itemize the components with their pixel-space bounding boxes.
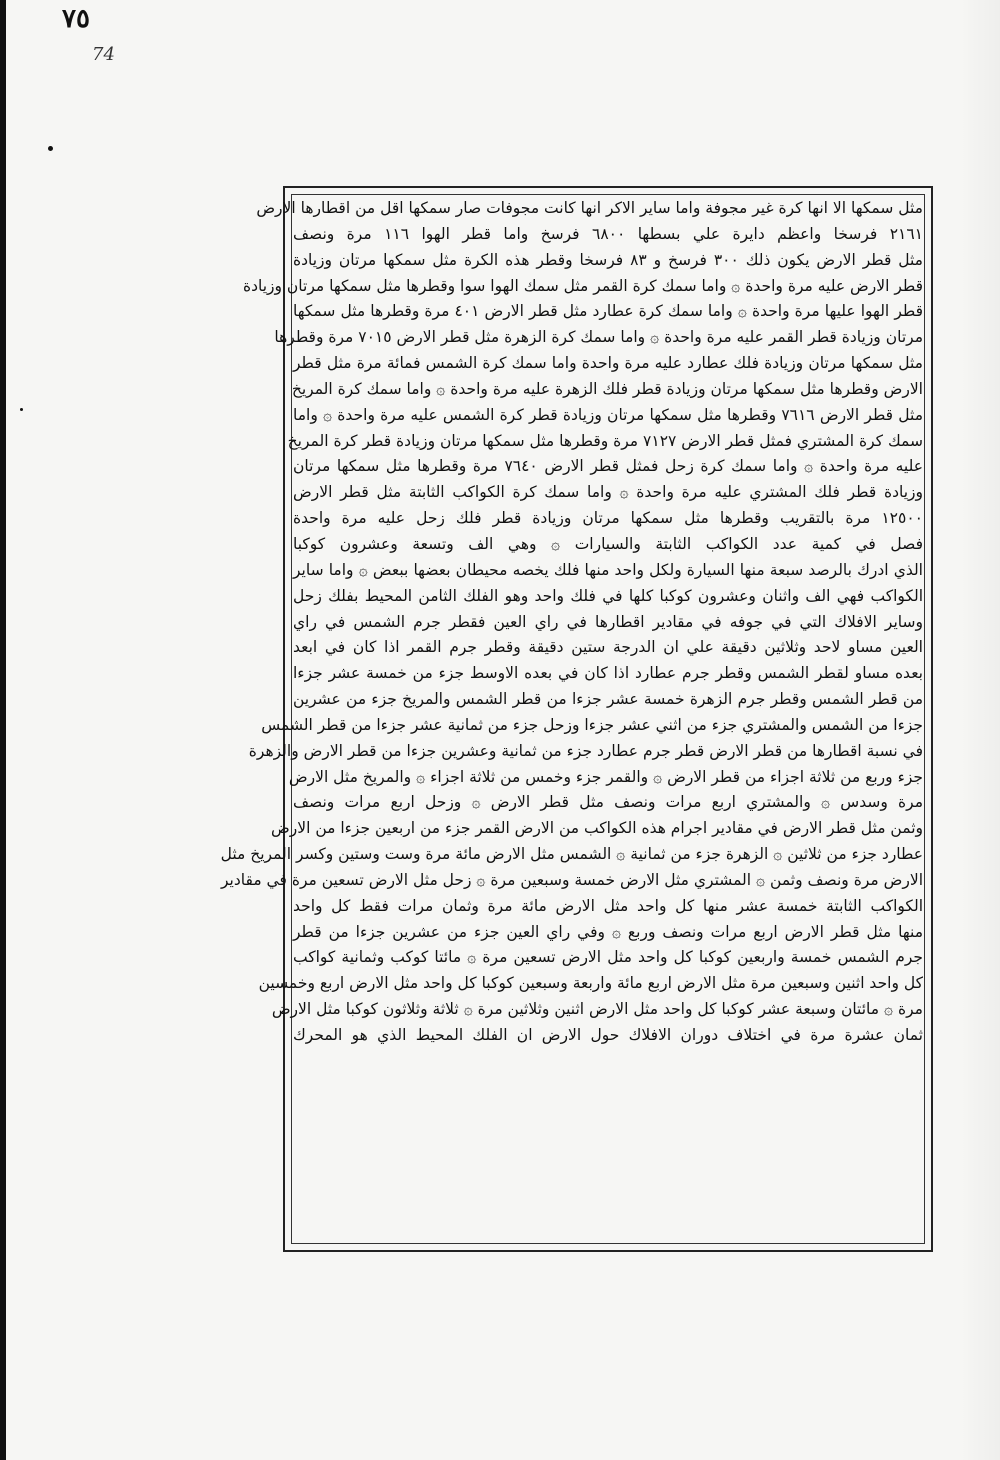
- text-line: جزءا من الشمس والمشتري جزء من اثني عشر جزءا وزحل جزء من ثمانية عشر جزءا من قطر الشمس: [261, 715, 923, 734]
- text-line: ثمان عشرة مرة في اختلاف دوران الافلاك حول الارض ان الفلك المحيط الذي هو المحرك: [293, 1026, 923, 1044]
- text-line: العين مساو لاحد وثلاثين دقيقة علي ان الدرجة ستين دقيقة وقطر جرم القمر اذا كان في ابعد: [293, 638, 923, 657]
- text-line: الكواكب الثابتة خمسة عشر منها كل واحد مثل الارض مائة مرة وثمان مرات فقط كل واحد: [293, 896, 923, 915]
- text-line: بعده مساو لقطر الشمس وقطر جرم عطارد اذا كان في بعده الاوسط جزء من خمسة عشر جزءا: [293, 664, 923, 683]
- page-fold-shadow: [960, 0, 1000, 1460]
- page-number: ٧٥: [62, 4, 90, 34]
- text-line: وثمن مثل قطر الارض في مقادير اجرام هذه الكواكب من الارض القمر جزء من اربعين جزءا من الارض: [271, 819, 923, 838]
- text-line: قطر الهوا عليها مرة واحدة ۞ واما سمك كرة عطارد مثل قطر الارض ٤٠١ مرة وقطرها مثل سمكها: [293, 302, 923, 321]
- text-line: فصل في كمية عدد الكواكب الثابتة والسيارات ۞ وهي الف وتسعة وعشرون كوكبا: [293, 534, 923, 553]
- folio-number: 74: [92, 44, 115, 65]
- text-line: عطارد جزء من ثلاثين ۞ الزهرة جزء من ثمانية ۞ الشمس مثل الارض مائة مرة وست وستين وكسر المريخ مثل: [220, 845, 923, 864]
- text-line: جرم الشمس خمسة واربعين كوكبا كل واحد مثل الارض تسعين مرة ۞ مائتا كوكب وثمانية كواكب: [293, 948, 923, 967]
- text-line: كل واحد اثنين وسبعين مرة مثل الارض اربع مائة واربعة وسبعين كوكبا كل واحد مثل الارض اربع وخمسين: [258, 974, 923, 993]
- text-line: مرة ۞ مائتان وسبعة عشر كوكبا كل واحد مثل الارض اثنين وثلاثين مرة ۞ ثلاثة وثلاثون كوكبا مثل الارض: [271, 1000, 923, 1019]
- text-frame: [220, 186, 933, 1252]
- text-line: عليه مرة واحدة ۞ واما سمك كرة زحل فمثل قطر الارض ٧٦٤٠ مرة وقطرها مثل سمكها مرتان: [293, 457, 923, 476]
- text-line: مرتان وزيادة قطر القمر عليه مرة واحدة ۞ واما سمك كرة الزهرة مثل قطر الارض ٧٠١٥ مرة وقطرها: [274, 328, 923, 347]
- ink-spot: [20, 408, 23, 411]
- ink-spot: [48, 146, 53, 151]
- text-line: ٢١٦١ فرسخا واعظم دايرة علي بسطها ٦٨٠٠ فرسخ واما قطر الهوا ١١٦ مرة ونصف: [293, 224, 923, 243]
- page-edge-shadow: [0, 0, 6, 1460]
- text-line: قطر الارض عليه مرة واحدة ۞ واما سمك كرة القمر مثل سمك الهوا سوا وقطرها مثل سمكها مرتان وزيادة: [242, 276, 923, 295]
- text-line: مثل سمكها مرتان وزيادة فلك عطارد عليه مرة واحدة واما سمك كرة الشمس فمائة مرة مثل قطر: [293, 354, 923, 373]
- text-line: مثل قطر الارض ٧٦١٦ وقطرها مثل سمكها مرتان وزيادة قطر كرة الشمس عليه مرة واحدة ۞ واما: [293, 405, 924, 424]
- text-line: وزيادة قطر فلك المشتري عليه مرة واحدة ۞ واما سمك كرة الكواكب الثابتة مثل قطر الارض: [293, 483, 923, 502]
- text-line: الارض وقطرها مثل سمكها مرتان وزيادة قطر فلك الزهرة عليه مرة واحدة ۞ واما سمك كرة المريخ: [291, 379, 923, 398]
- text-line: من قطر الشمس وقطر جرم الزهرة خمسة عشر جزءا من قطر الشمس والمريخ جزء من عشرين: [293, 690, 923, 709]
- text-line: الذي ادرك بالرصد سبعة منها السيارة ولكل واحد منها فلك يخصه محيطان بعضها ببعض ۞ واما ساير: [293, 560, 923, 579]
- text-line: مرة وسدس ۞ والمشتري اربع مرات ونصف مثل قطر الارض ۞ وزحل اربع مرات ونصف: [293, 793, 923, 812]
- text-line: ١٢٥٠٠ مرة بالتقريب وقطرها مثل سمكها مرتان وزيادة قطر فلك زحل عليه مرة واحدة: [293, 509, 923, 528]
- text-line: الارض مرة ونصف وثمن ۞ المشتري مثل الارض خمسة وسبعين مرة ۞ زحل مثل الارض تسعين مرة في مقادير: [221, 870, 923, 889]
- text-line: مثل قطر الارض يكون ذلك ٣٠٠ فرسخ و ٨٣ فرسخا وقطر هذه الكرة مثل سمكها مرتان وزيادة: [293, 250, 923, 269]
- text-line: سمك كرة المشتري فمثل قطر الارض ٧١٢٧ مرة وقطرها مثل سمكها مرتان وزيادة قطر كرة المريخ: [287, 431, 923, 450]
- text-line: وساير الافلاك التي في جوفه في مقادير اقطارها في راي العين فقطر جرم الشمس في راي: [293, 612, 923, 631]
- text-line: جزء وربع من ثلاثة اجزاء من قطر الارض ۞ والقمر جزء وخمس من ثلاثة اجزاء ۞ والمريخ مثل الارض: [288, 767, 923, 786]
- text-line: في نسبة اقطارها من قطر الارض قطر جرم عطارد جزء من ثمانية وعشرين جزءا من قطر الارض والزهرة: [248, 741, 923, 760]
- manuscript-text-block: [220, 196, 924, 1242]
- text-line: الكواكب فهي الف واثنان وعشرون كوكبا كلها في فلك واحد وهو الفلك الثامن المحيط بفلك زحل: [293, 586, 923, 605]
- text-line: مثل سمكها الا انها كرة غير مجوفة واما ساير الاكر انها كانت مجوفات صار سمكها اقل من اقطارها الارض: [256, 199, 923, 217]
- text-line: منها مثل قطر الارض اربع مرات ونصف وربع ۞ وفي راي العين جزء من عشرين جزءا من قطر: [293, 922, 923, 941]
